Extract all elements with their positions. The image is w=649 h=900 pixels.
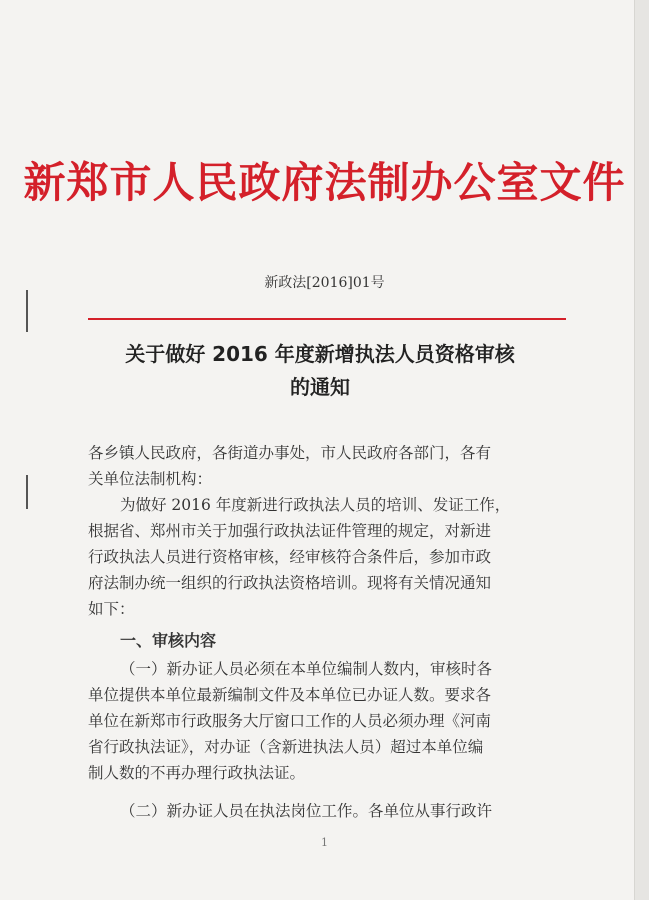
text-line: 省行政执法证》，对办证（含新进执法人员）超过本单位编 (88, 738, 484, 756)
document-number: 新政法[2016]01号 (264, 275, 385, 291)
section-heading (88, 628, 558, 654)
page-edge (634, 0, 649, 900)
red-divider (88, 318, 566, 320)
text-line: 为做好 2016 年度新进行政执法人员的培训、发证工作， (120, 496, 511, 514)
notice-title-line: 的通知 (290, 375, 350, 399)
notice-title (60, 338, 580, 404)
text-line: 根据省、郑州市关于加强行政执法证件管理的规定，对新进 (88, 522, 492, 540)
text-line: 关单位法制机构： (88, 470, 213, 488)
binding-mark (26, 475, 28, 509)
text-line: 如下： (88, 600, 135, 618)
paragraph (88, 492, 558, 622)
text-line: 单位在新郑市行政服务大厅窗口工作的人员必须办理《河南 (88, 712, 492, 730)
notice-title-line: 关于做好 2016 年度新增执法人员资格审核 (125, 342, 515, 366)
salutation (88, 440, 558, 492)
text-line: 行政执法人员进行资格审核，经审核符合条件后，参加市政 (88, 548, 492, 566)
text-line: （一）新办证人员必须在本单位编制人数内，审核时各 (120, 660, 493, 678)
list-item (88, 656, 558, 786)
text-line: 单位提供本单位最新编制文件及本单位已办证人数。要求各 (88, 686, 492, 704)
document-header-title: 新郑市人民政府法制办公室文件 (23, 158, 626, 207)
list-item (88, 798, 558, 824)
text-line: （二）新办证人员在执法岗位工作。各单位从事行政许 (120, 802, 493, 820)
text-line: 府法制办统一组织的行政执法资格培训。现将有关情况通知 (88, 574, 492, 592)
page-number: 1 (321, 836, 328, 849)
binding-mark (26, 290, 28, 332)
text-line: 一、审核内容 (120, 631, 217, 650)
text-line: 各乡镇人民政府，各街道办事处，市人民政府各部门，各有 (88, 444, 492, 462)
text-line: 制人数的不再办理行政执法证。 (88, 764, 306, 782)
